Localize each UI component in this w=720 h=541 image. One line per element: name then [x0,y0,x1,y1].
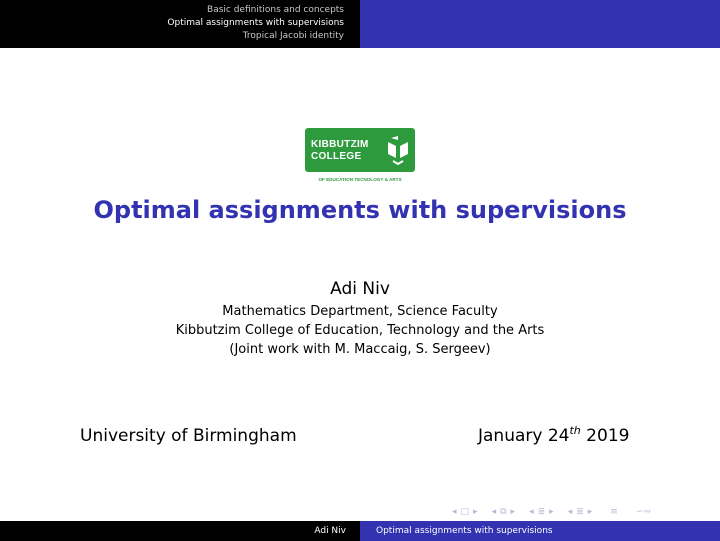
book-figure-icon [385,134,411,166]
nav-section-basic-definitions[interactable]: Basic definitions and concepts [207,5,344,15]
kibbutzim-college-logo [305,128,415,184]
arrow-right-icon[interactable]: ▸ [473,507,478,517]
header-bar [0,0,720,48]
date-ordinal-suffix: th [569,424,581,437]
frame-icon[interactable]: ⧉ [500,507,507,517]
header-accent-panel [360,0,720,48]
logo-line-1: KIBBUTZIM [311,139,369,150]
section-icon[interactable]: ≣ [576,507,584,517]
nav-section-tropical-jacobi[interactable]: Tropical Jacobi identity [242,31,344,41]
logo-line-2: COLLEGE [311,151,362,162]
date-day: January 24 [478,426,570,446]
subsection-icon[interactable]: ≣ [537,507,546,517]
nav-section-optimal-assignments[interactable]: Optimal assignments with supervisions [167,18,344,28]
affiliation-line-3: (Joint work with M. Maccaig, S. Sergeev) [229,342,491,357]
logo-tagline: OF EDUCATION TECNOLOGY & ARTS [318,177,402,182]
footer-bar [0,521,720,541]
arrow-left-icon[interactable]: ◂ [529,507,534,517]
arrow-right-icon[interactable]: ▸ [549,507,554,517]
align-icon[interactable]: ≡ [610,507,618,517]
author-name: Adi Niv [330,279,390,299]
logo-background [305,128,415,172]
section-navigation [0,0,360,48]
arrow-right-icon[interactable]: ▸ [510,507,516,517]
search-icon[interactable]: ∽∾ [635,507,651,517]
arrow-right-icon[interactable]: ▸ [587,507,593,517]
arrow-left-icon[interactable]: ◂ [452,507,457,517]
slide-icon[interactable]: □ [460,507,470,517]
footer-author: Adi Niv [0,521,360,541]
affiliation-line-2: Kibbutzim College of Education, Technology and the Arts [175,323,545,338]
footer-title: Optimal assignments with supervisions [360,521,720,541]
date-year: 2019 [580,426,630,446]
venue: University of Birmingham [80,426,297,446]
presentation-date [478,426,629,446]
beamer-navigation-symbols [452,504,714,520]
presentation-title: Optimal assignments with supervisions [93,196,627,224]
arrow-left-icon[interactable]: ◂ [567,507,573,517]
arrow-left-icon[interactable]: ◂ [491,507,497,517]
affiliation-line-1: Mathematics Department, Science Faculty [222,304,498,319]
